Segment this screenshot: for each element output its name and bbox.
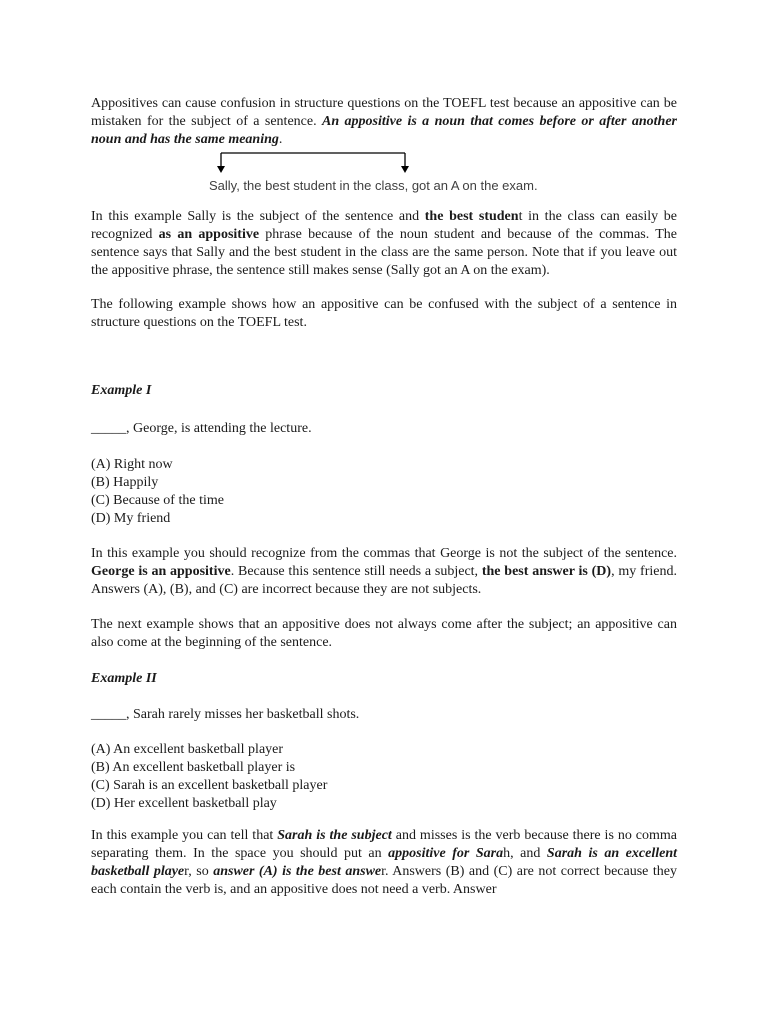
example-1-choices xyxy=(91,456,224,528)
text-run: and misses is the verb because there is no comma separating them. In the space you should put an xyxy=(91,828,677,861)
text-run: r xyxy=(381,864,386,879)
text-run: r xyxy=(184,864,189,879)
text-run: phrase because of the noun student and because of the commas. The sentence says that Sally and the best student in the class are the same person. Note that if you leave out the appositive phrase, the sentence still makes sense (Sally got an A on the exam). xyxy=(91,227,677,278)
bold-italic-phrase: appositive for Sara xyxy=(388,846,504,861)
example-2-explanation xyxy=(91,827,677,899)
example-1-title: Example I xyxy=(91,383,152,398)
text-run: t in the class can easily be recognized xyxy=(91,209,677,242)
choice-b: (B) Happily xyxy=(91,475,159,490)
example-2-choices xyxy=(91,741,327,813)
following-example-paragraph: The following example shows how an appositive can be confused with the subject of a sentence in structure questions on the TOEFL test. xyxy=(91,297,677,330)
choice-a: (A) An excellent basketball player xyxy=(91,742,284,757)
bold-phrase: the best answer is (D) xyxy=(481,564,612,579)
text-run: , my friend. Answers (A), (B), and (C) are incorrect because they are not subjects. xyxy=(91,564,677,597)
text-run: In this example you can tell that xyxy=(91,828,278,843)
text-run: In this example Sally is the subject of the sentence and xyxy=(91,209,425,224)
bold-italic-phrase: Sarah is the subject xyxy=(277,828,392,843)
arrow-down-icon xyxy=(401,166,409,173)
example-1-explanation xyxy=(91,545,677,599)
arrow-down-icon xyxy=(217,166,225,173)
text-run: . Because this sentence still needs a subject, xyxy=(230,564,482,579)
intro-end: . xyxy=(278,132,283,147)
text-run: In this example you should recognize from the commas that George is not the subject of the sentence. xyxy=(91,546,677,561)
bold-italic-phrase: Sarah is an excellent basketball playe xyxy=(91,846,677,879)
choice-b: (B) An excellent basketball player is xyxy=(91,760,296,775)
intro-text: Appositives can cause confusion in structure questions on the TOEFL test because an appositive can be mistaken for the subject of a sentence. xyxy=(91,96,677,129)
text-run: h xyxy=(503,846,511,861)
choice-a: (A) Right now xyxy=(91,457,173,472)
appositive-diagram xyxy=(205,152,565,196)
bold-phrase: the best studen xyxy=(424,209,519,224)
example-sentence: Sally, the best student in the class, got an A on the exam. xyxy=(209,178,538,193)
choice-c: (C) Because of the time xyxy=(91,493,224,508)
choice-d: (D) Her excellent basketball play xyxy=(91,796,277,811)
sally-explanation xyxy=(91,208,677,280)
bold-italic-phrase: answer (A) is the best answe xyxy=(213,864,382,879)
intro-paragraph xyxy=(91,95,677,149)
bold-phrase: as an appositive xyxy=(158,227,260,242)
bracket-arrow-diagram xyxy=(205,152,565,178)
text-run: , and xyxy=(510,846,547,861)
choice-c: (C) Sarah is an excellent basketball player xyxy=(91,778,328,793)
text-run: , so xyxy=(188,864,214,879)
example-1-question: _____, George, is attending the lecture. xyxy=(91,421,312,436)
choice-d: (D) My friend xyxy=(91,511,171,526)
appositive-definition: An appositive is a noun that comes before or after another noun and has the same meaning xyxy=(91,114,677,147)
example-2-title: Example II xyxy=(91,671,157,686)
next-example-paragraph: The next example shows that an appositive does not always come after the subject; an appositive can also come at the beginning of the sentence. xyxy=(91,617,677,650)
example-2-question: _____, Sarah rarely misses her basketball shots. xyxy=(91,707,360,722)
text-run: . Answers (B) and (C) are not correct because they each contain the verb is, and an appositive does not need a verb. Answer xyxy=(91,864,677,897)
bold-phrase: George is an appositive xyxy=(91,564,231,579)
